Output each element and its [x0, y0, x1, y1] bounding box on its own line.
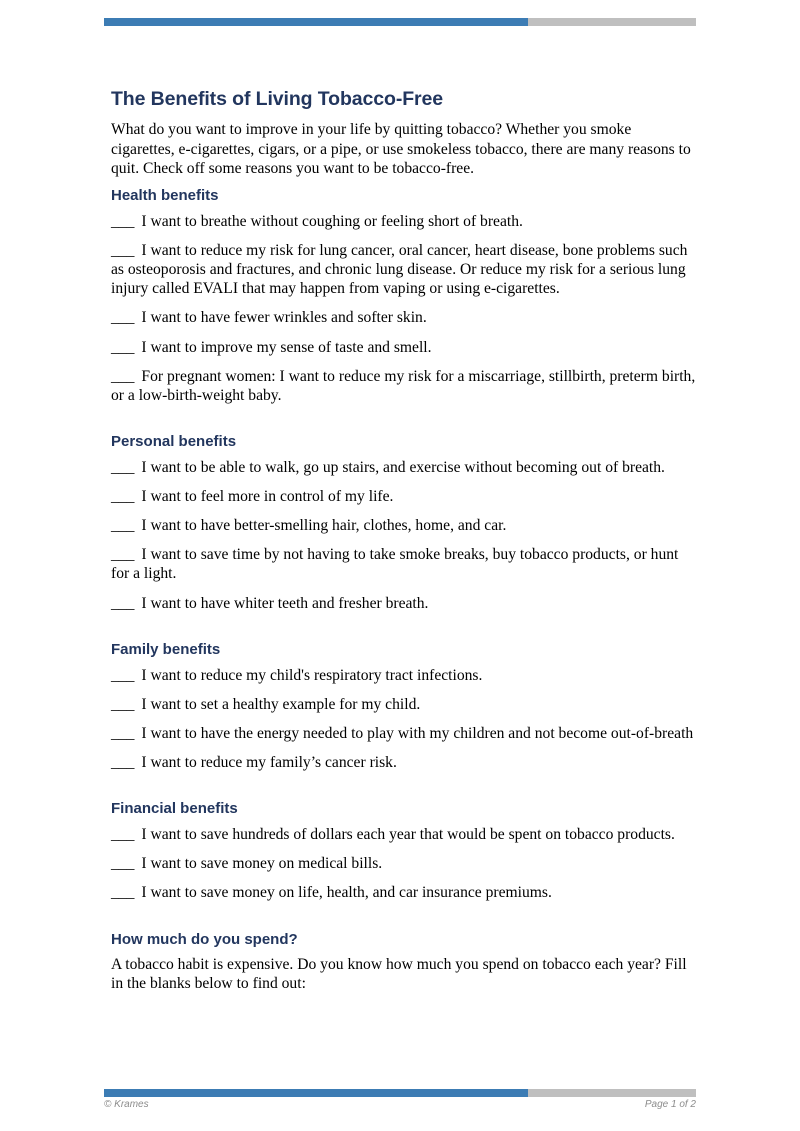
checklist-item[interactable] [111, 883, 697, 902]
checklist-item[interactable] [111, 338, 697, 357]
footer-page-number: Page 1 of 2 [644, 1099, 696, 1110]
checklist-item-label: I want to have the energy needed to play with my children and not become out-of-breath [141, 724, 694, 742]
checklist-item-label: I want to reduce my family’s cancer risk. [141, 754, 397, 772]
checklist-item[interactable] [111, 594, 697, 613]
checklist-item[interactable] [111, 724, 697, 743]
top-divider-rule [104, 18, 696, 26]
bottom-divider-rule [104, 1089, 696, 1097]
closing-paragraph: A tobacco habit is expensive. Do you know how much you spend on tobacco each year? Fill in the blanks below to find out: [111, 956, 687, 993]
checklist-item[interactable] [111, 825, 697, 844]
checklist-item-label: I want to be able to walk, go up stairs, and exercise without becoming out of breath. [141, 458, 665, 476]
section-heading-personal: Personal benefits [111, 433, 237, 451]
bottom-rule-gray-segment [528, 1089, 696, 1097]
top-rule-gray-segment [528, 18, 696, 26]
checklist-item-label: I want to reduce my risk for lung cancer, oral cancer, heart disease, bone problems such as osteoporosis and fractures, and chronic lung disease. Or reduce my risk for a serious lung injury called EVALI that may happen from vaping or using e-cigarettes. [111, 241, 688, 298]
checkbox-blank[interactable]: ___ [111, 517, 135, 535]
section-health-benefits [111, 187, 697, 405]
checklist-item[interactable] [111, 487, 697, 506]
bottom-rule-blue-segment [104, 1089, 528, 1097]
checkbox-blank[interactable]: ___ [111, 309, 135, 327]
top-rule-blue-segment [104, 18, 528, 26]
checkbox-blank[interactable]: ___ [111, 695, 135, 713]
page-footer [104, 1099, 696, 1110]
checklist-item-label: I want to save hundreds of dollars each year that would be spent on tobacco products. [141, 826, 675, 843]
checklist-item[interactable] [111, 854, 697, 873]
section-personal-benefits [111, 433, 697, 613]
checkbox-blank[interactable]: ___ [111, 546, 135, 564]
checklist-item-label: I want to have whiter teeth and fresher breath. [141, 594, 429, 612]
checkbox-blank[interactable]: ___ [111, 212, 135, 230]
checkbox-blank[interactable]: ___ [111, 826, 135, 843]
checklist-item-label: I want to improve my sense of taste and smell. [141, 338, 432, 356]
checkbox-blank[interactable]: ___ [111, 666, 135, 684]
section-family-benefits [111, 641, 697, 772]
checklist-item-label: I want to set a healthy example for my child. [141, 695, 421, 713]
checklist-item-label: I want to have fewer wrinkles and softer skin. [141, 309, 427, 327]
checkbox-blank[interactable]: ___ [111, 367, 135, 385]
checkbox-blank[interactable]: ___ [111, 338, 135, 356]
checklist-item[interactable] [111, 516, 697, 535]
checklist-item-label: I want to save time by not having to take smoke breaks, buy tobacco products, or hunt for a light. [111, 546, 679, 583]
checklist-item[interactable] [111, 308, 697, 327]
section-heading-family: Family benefits [111, 640, 221, 658]
section-financial-benefits [111, 800, 697, 902]
checklist-item[interactable] [111, 458, 697, 477]
checklist-item-label: I want to have better-smelling hair, clothes, home, and car. [141, 517, 507, 535]
checklist-item-label: For pregnant women: I want to reduce my risk for a miscarriage, stillbirth, preterm birth, or a low-birth-weight baby. [111, 367, 696, 404]
checklist-item[interactable] [111, 545, 697, 583]
section-heading-financial: Financial benefits [111, 800, 238, 818]
section-heading-health: Health benefits [111, 186, 219, 204]
section-heading-how-much-spend: How much do you spend? [111, 930, 298, 948]
checkbox-blank[interactable]: ___ [111, 754, 135, 772]
page-title: The Benefits of Living Tobacco-Free [111, 88, 444, 110]
checklist-item[interactable] [111, 212, 697, 231]
checklist-item-label: I want to feel more in control of my life. [141, 487, 394, 505]
checklist-item[interactable] [111, 695, 697, 714]
checkbox-blank[interactable]: ___ [111, 724, 135, 742]
checklist-item[interactable] [111, 367, 697, 405]
intro-paragraph: What do you want to improve in your life by quitting tobacco? Whether you smoke cigarettes, e-cigarettes, cigars, or a pipe, or use smokeless tobacco, there are many reasons to quit. Check off some reasons you want to be tobacco-free. [111, 121, 691, 177]
checklist-item[interactable] [111, 666, 697, 685]
checkbox-blank[interactable]: ___ [111, 487, 135, 505]
checkbox-blank[interactable]: ___ [111, 594, 135, 612]
checkbox-blank[interactable]: ___ [111, 458, 135, 476]
checklist-item-label: I want to breathe without coughing or feeling short of breath. [141, 212, 523, 230]
checklist-item[interactable] [111, 241, 697, 299]
checklist-item-label: I want to save money on medical bills. [141, 855, 383, 873]
footer-copyright: © Krames [104, 1099, 149, 1110]
section-how-much-do-you-spend [111, 931, 697, 994]
checkbox-blank[interactable]: ___ [111, 855, 135, 873]
checkbox-blank[interactable]: ___ [111, 241, 135, 259]
document-content [111, 88, 697, 994]
checklist-item-label: I want to save money on life, health, and car insurance premiums. [141, 884, 552, 902]
checklist-item[interactable] [111, 753, 697, 772]
checklist-item-label: I want to reduce my child's respiratory tract infections. [141, 666, 483, 684]
checkbox-blank[interactable]: ___ [111, 884, 135, 902]
